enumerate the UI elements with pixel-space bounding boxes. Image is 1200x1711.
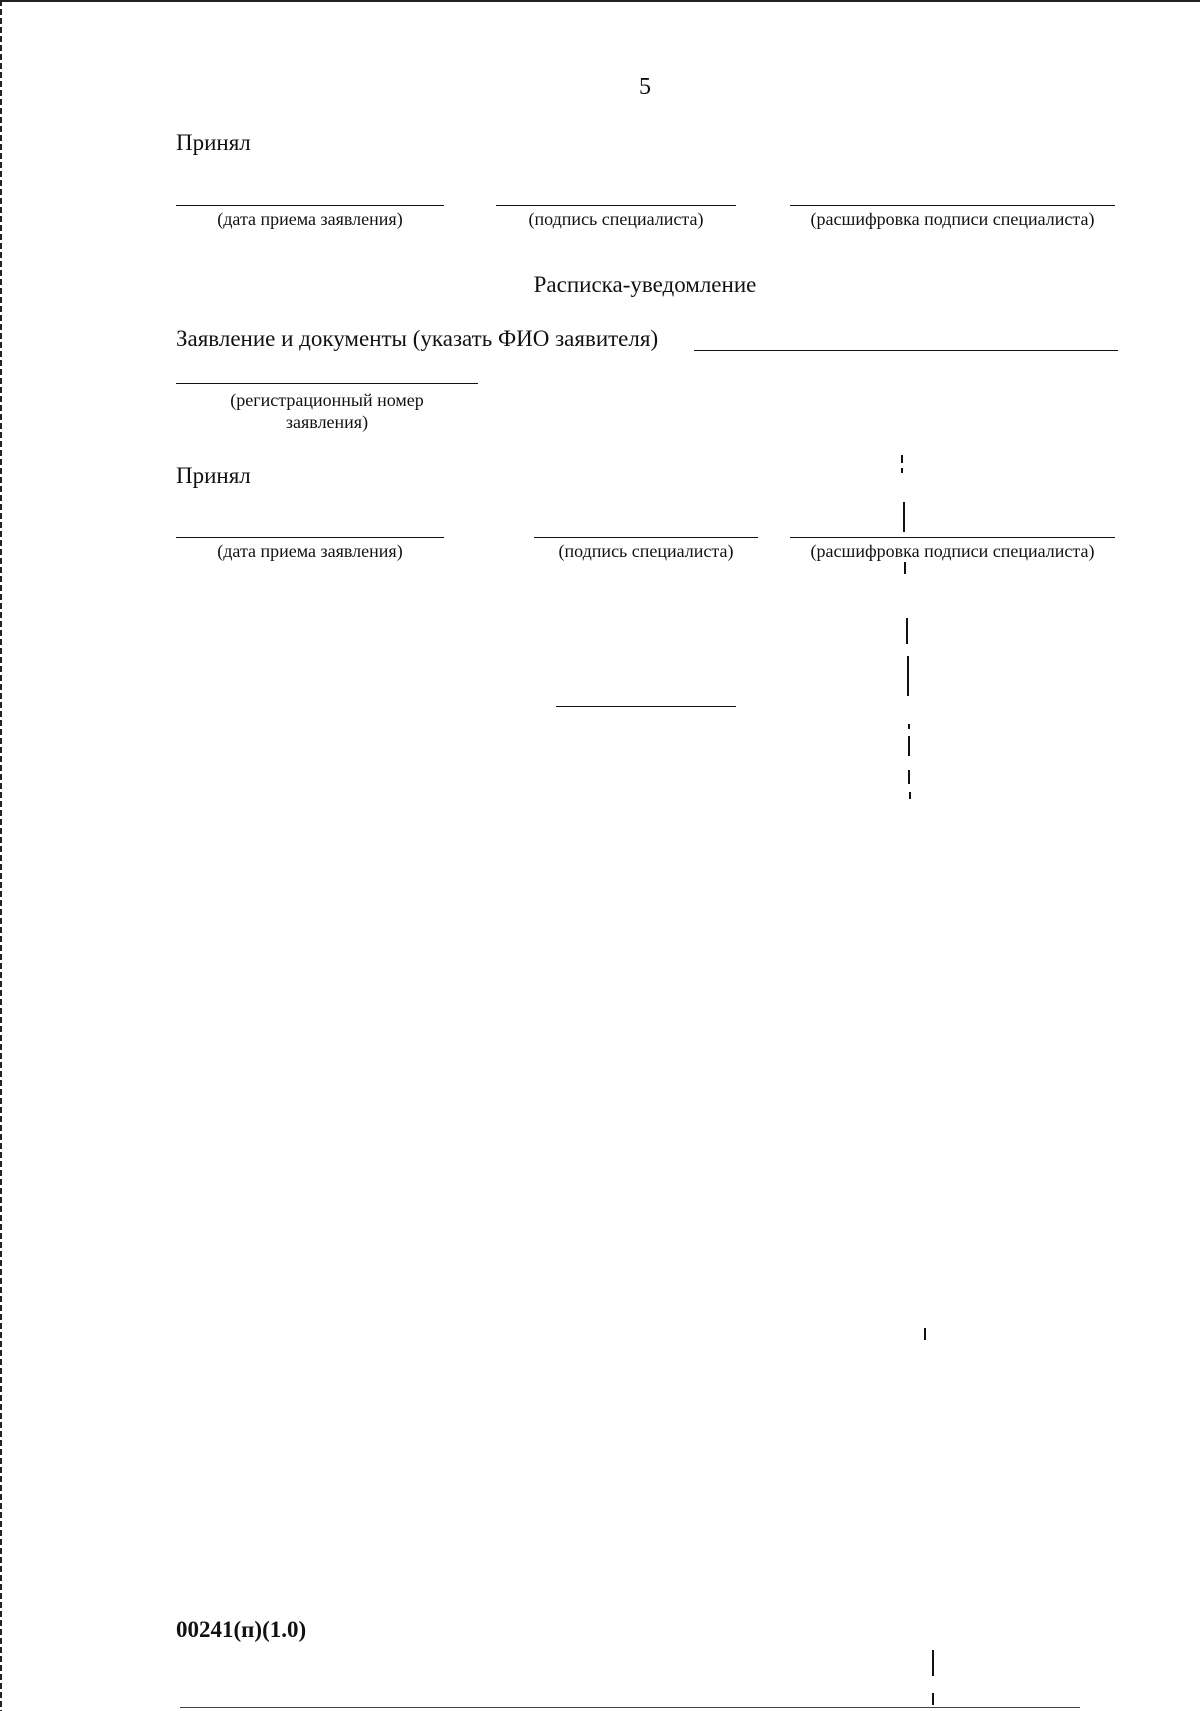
scan-mark [932, 1693, 934, 1705]
page-number: 5 [639, 74, 651, 100]
applicant-name-field-line[interactable] [694, 350, 1118, 351]
scan-mark [901, 468, 903, 473]
scan-mark [906, 618, 908, 644]
document-code: 00241(п)(1.0) [176, 1617, 307, 1642]
second-date-caption: (дата приема заявления) [217, 541, 403, 561]
first-date-caption: (дата приема заявления) [217, 209, 403, 229]
first-decoding-caption: (расшифровка подписи специалиста) [810, 209, 1095, 229]
scan-mark [932, 1650, 934, 1676]
second-signature-caption: (подпись специалиста) [558, 541, 734, 561]
scan-mark [908, 770, 910, 784]
first-accepted-heading: Принял [176, 130, 251, 155]
scan-mark [903, 502, 905, 532]
scan-mark [907, 656, 909, 696]
first-signature-caption: (подпись специалиста) [528, 209, 704, 229]
scan-mark [904, 562, 906, 574]
closing-separator-line [556, 706, 736, 707]
scan-mark [908, 724, 910, 729]
second-date-field-line[interactable] [176, 537, 444, 538]
scan-edge-left [0, 0, 2, 1711]
first-signature-field-line[interactable] [496, 205, 736, 206]
scan-edge-top [0, 0, 1200, 2]
second-decoding-field-line[interactable] [790, 537, 1115, 538]
receipt-notice-title: Расписка-уведомление [533, 272, 757, 297]
second-signature-field-line[interactable] [534, 537, 758, 538]
scan-edge-bottom [180, 1707, 1080, 1708]
registration-number-field-line[interactable] [176, 383, 478, 384]
scan-mark [908, 736, 910, 756]
first-decoding-field-line[interactable] [790, 205, 1115, 206]
scan-mark [901, 455, 903, 463]
registration-number-caption: (регистрационный номер заявления) [230, 390, 424, 432]
scan-mark [909, 792, 911, 799]
receipt-statement: Заявление и документы (указать ФИО заявителя) [176, 326, 659, 351]
second-accepted-heading: Принял [176, 463, 251, 488]
scan-mark [924, 1328, 926, 1340]
first-date-field-line[interactable] [176, 205, 444, 206]
second-decoding-caption: (расшифровка подписи специалиста) [810, 541, 1095, 561]
